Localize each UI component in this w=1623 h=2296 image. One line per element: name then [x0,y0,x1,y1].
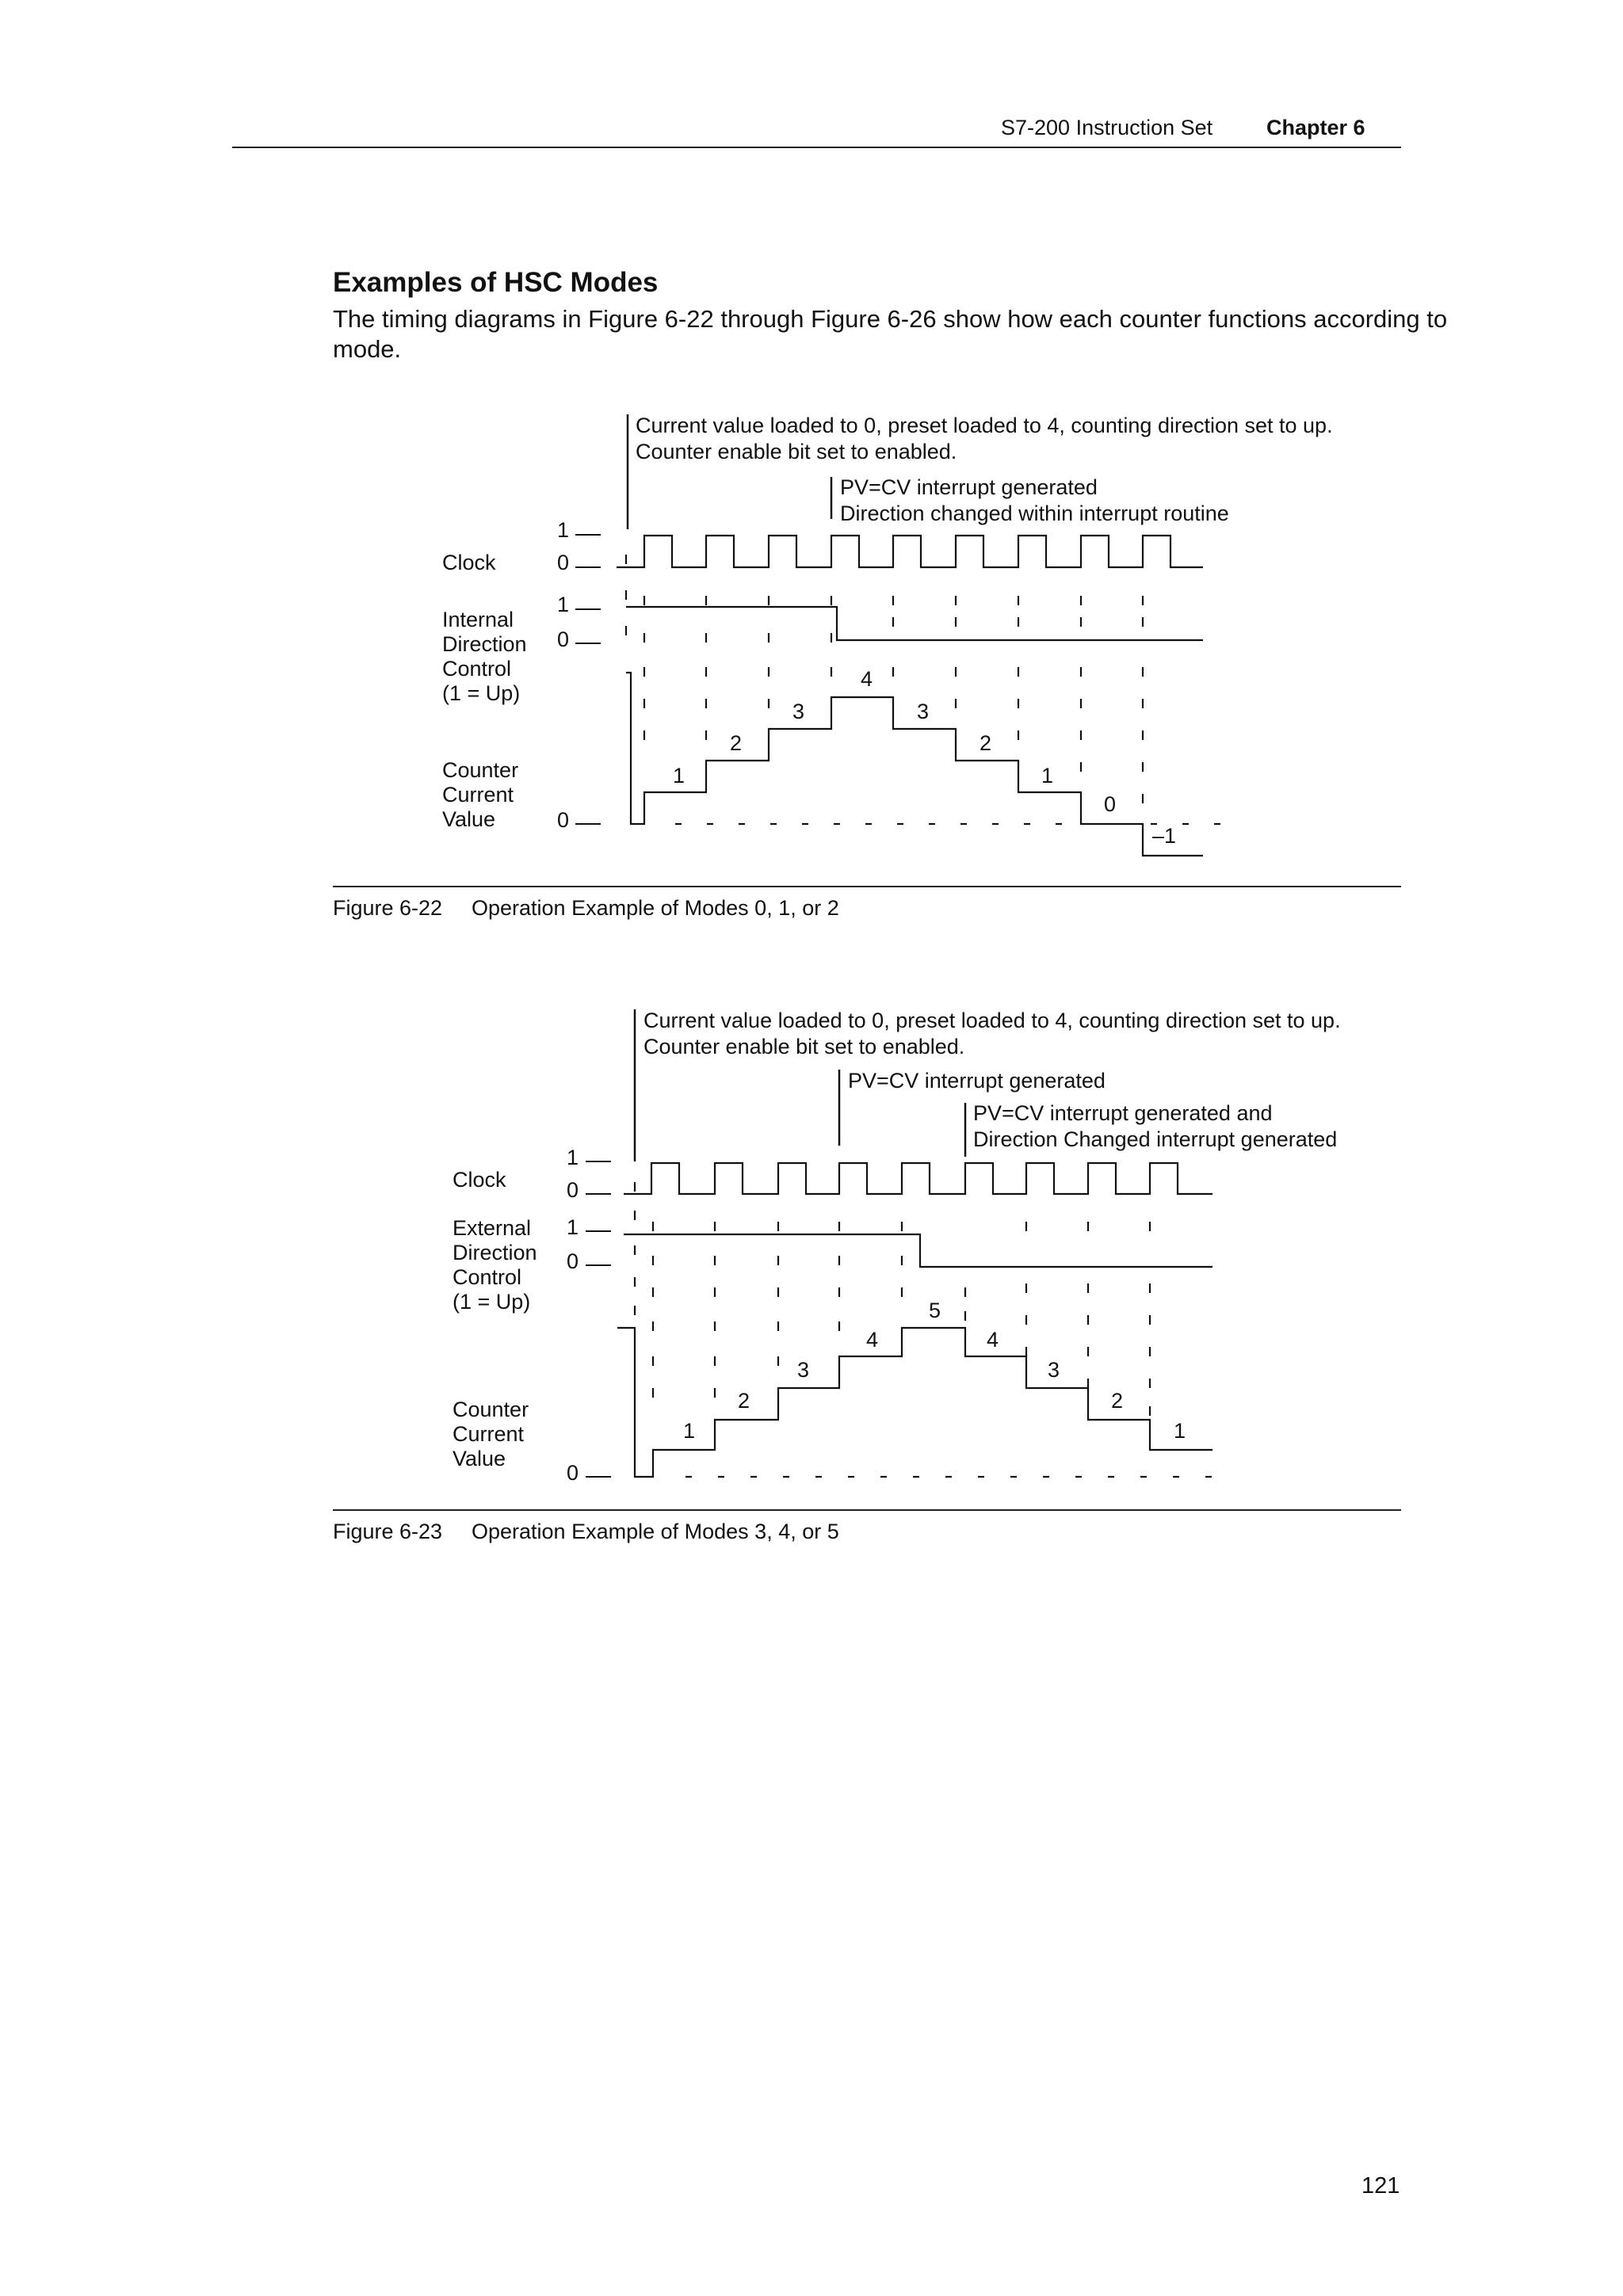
annotation-text: PV=CV interrupt generated and [973,1101,1273,1125]
direction-label: Control [453,1265,522,1289]
direction-label: Control [442,657,512,681]
counter-label: Current [453,1422,525,1446]
annotation-text: Counter enable bit set to enabled. [636,440,957,463]
count-value-label: 0 [1104,792,1117,816]
count-value-label: 1 [1174,1419,1186,1443]
level-zero-label: 0 [567,1461,579,1485]
count-value-label: 1 [1041,764,1054,788]
count-value-label: 2 [1111,1389,1124,1413]
direction-label: Direction [442,632,527,656]
count-value-label: 2 [738,1389,750,1413]
running-header-chapter: Chapter 6 [1266,116,1365,139]
level-one-label: 1 [557,593,570,616]
level-zero-label: 0 [557,627,570,651]
counter-label: Value [453,1447,506,1470]
page-number: 121 [1361,2173,1400,2199]
counter-label: Value [442,807,496,831]
annotation-text: PV=CV interrupt generated [840,475,1098,499]
level-one-label: 1 [567,1146,579,1169]
clock-waveform [624,1163,1212,1194]
figure-caption-number: Figure 6-23 [333,1520,443,1543]
level-one-label: 1 [567,1215,579,1239]
running-header-section: S7-200 Instruction Set [1001,116,1213,139]
count-value-label: 3 [1048,1358,1060,1382]
direction-label: (1 = Up) [453,1290,531,1314]
clock-label: Clock [453,1168,506,1192]
counter-label: Current [442,783,514,807]
count-value-label: 4 [866,1328,879,1352]
clock-label: Clock [442,551,496,574]
level-zero-label: 0 [557,808,570,832]
counter-label: Counter [453,1398,529,1421]
count-value-label: 3 [797,1358,810,1382]
figure-caption-text: Operation Example of Modes 0, 1, or 2 [472,896,839,920]
direction-label: External [453,1216,532,1240]
count-value-label: 1 [683,1419,696,1443]
annotation-text: Current value loaded to 0, preset loaded to 4, counting direction set to up. [636,414,1333,437]
clock-edge-guides [635,1182,1150,1416]
figure-caption-number: Figure 6-22 [333,896,443,920]
annotation-text: Counter enable bit set to enabled. [643,1035,965,1058]
count-value-label: –1 [1152,824,1177,848]
count-value-label: 3 [917,700,930,723]
figure-rule [333,1509,1401,1511]
direction-label: Internal [442,608,514,631]
count-value-label: 3 [792,700,805,723]
annotation-text: Direction changed within interrupt routine [840,502,1229,525]
direction-label: (1 = Up) [442,681,521,705]
direction-label: Direction [453,1241,537,1264]
count-value-label: 1 [673,764,685,788]
count-value-label: 2 [980,731,992,755]
annotation-text: Current value loaded to 0, preset loaded to 4, counting direction set to up. [643,1009,1341,1032]
count-value-label: 4 [987,1328,999,1352]
section-title: Examples of HSC Modes [333,267,659,298]
counter-label: Counter [442,758,519,782]
level-zero-label: 0 [567,1178,579,1202]
level-zero-label: 0 [557,551,570,574]
figure-caption-text: Operation Example of Modes 3, 4, or 5 [472,1520,839,1543]
intro-paragraph: The timing diagrams in Figure 6-22 through Figure 6-26 show how each counter functions according to mode. [333,305,1448,363]
count-value-label: 4 [861,667,873,691]
annotation-text: PV=CV interrupt generated [848,1069,1106,1093]
count-value-label: 2 [730,731,743,755]
level-zero-label: 0 [567,1249,579,1273]
counter-value-waveform [617,1328,1212,1477]
annotation-text: Direction Changed interrupt generated [973,1127,1338,1151]
count-value-label: 5 [929,1299,941,1322]
level-one-label: 1 [557,518,570,542]
direction-waveform [624,1234,1212,1267]
